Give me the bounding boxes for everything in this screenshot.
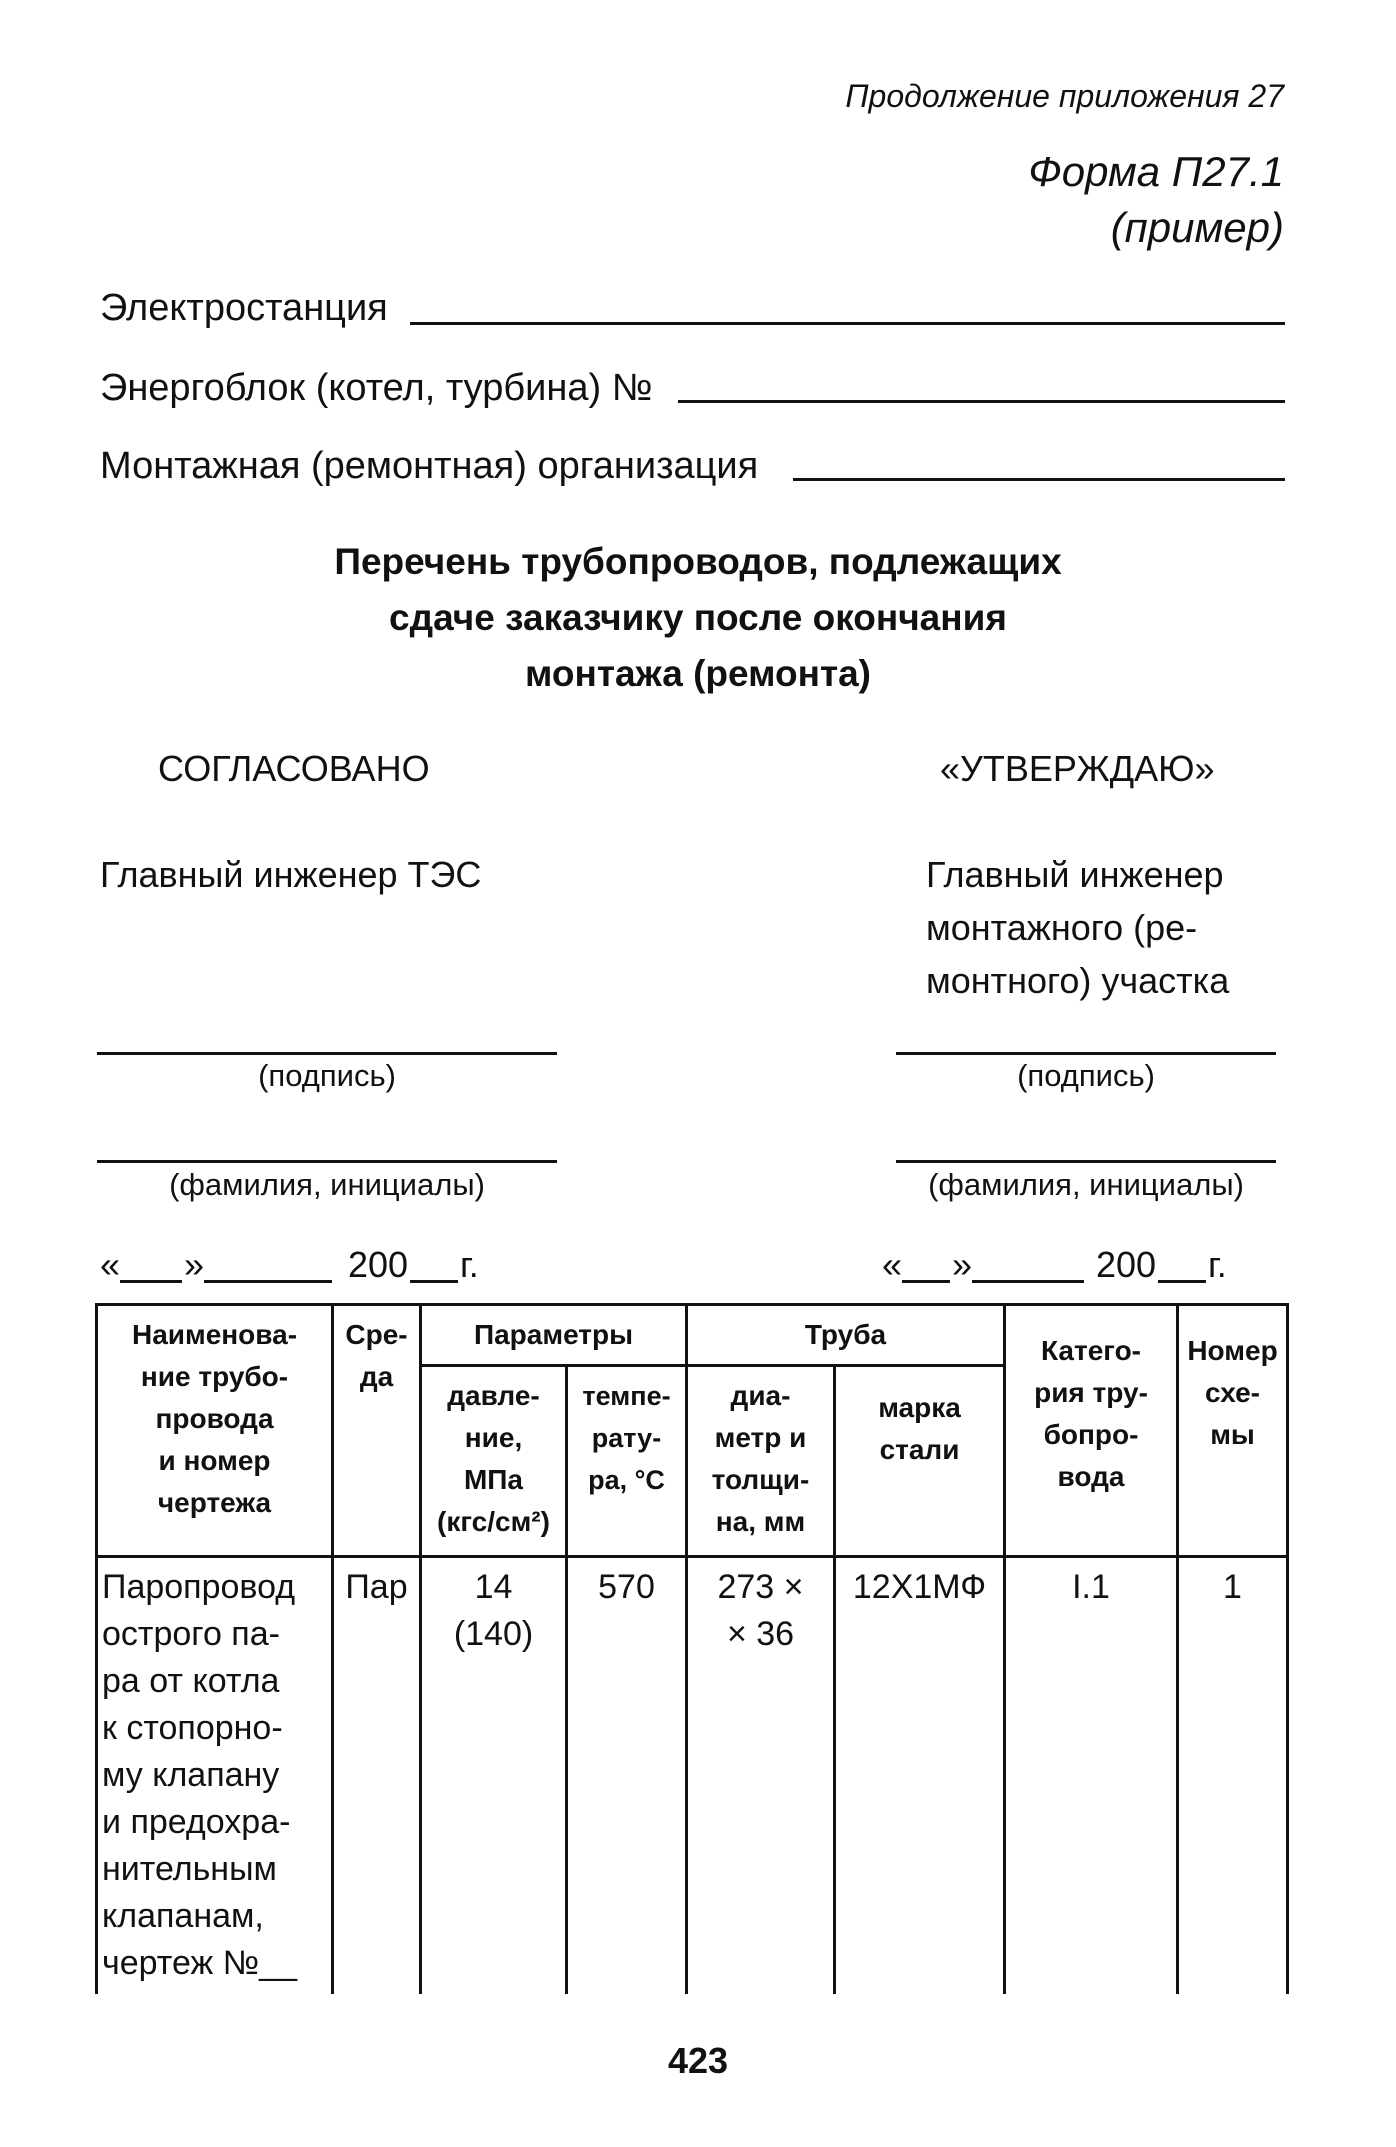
- left-date-open: «: [100, 1244, 121, 1285]
- header-pipe: Труба: [687, 1305, 1005, 1366]
- right-position-line1: Главный инженер: [926, 854, 1224, 895]
- left-year-line[interactable]: [410, 1280, 458, 1283]
- header-medium: Сре- да: [333, 1305, 421, 1557]
- header-category: Катего- рия тру- бопро- вода: [1005, 1305, 1178, 1557]
- left-year-suffix: г.: [460, 1244, 479, 1285]
- right-position-line2: монтажного (ре-: [926, 907, 1198, 948]
- cell-medium: Пар: [333, 1557, 421, 1995]
- approve-heading: «УТВЕРЖДАЮ»: [940, 748, 1215, 789]
- document-title-line1: Перечень трубопроводов, подлежащих: [334, 541, 1062, 582]
- cell-steel: 12Х1МФ: [835, 1557, 1005, 1995]
- header-parameters: Параметры: [421, 1305, 687, 1366]
- power-plant-label: Электростанция: [100, 287, 388, 329]
- power-plant-input-line[interactable]: [410, 322, 1285, 325]
- header-diameter: диа- метр и толщи- на, мм: [687, 1366, 835, 1557]
- cell-diameter: 273 × × 36: [687, 1557, 835, 1995]
- left-date-close: »: [184, 1244, 205, 1285]
- right-name-line[interactable]: [896, 1160, 1276, 1163]
- right-position-line3: монтного) участка: [926, 960, 1230, 1001]
- cell-temperature: 570: [567, 1557, 687, 1995]
- organization-label: Монтажная (ремонтная) организация: [100, 445, 759, 487]
- header-steel: марка стали: [835, 1366, 1005, 1557]
- cell-pressure: 14 (140): [421, 1557, 567, 1995]
- table-header-row-1: [97, 1305, 1288, 1366]
- right-date-open: «: [882, 1244, 903, 1285]
- header-scheme: Номер схе- мы: [1178, 1305, 1288, 1557]
- left-signature-label: (подпись): [258, 1058, 396, 1093]
- left-name-label: (фамилия, инициалы): [169, 1167, 485, 1202]
- table-row: [97, 1557, 1288, 1995]
- unit-input-line[interactable]: [678, 400, 1285, 403]
- document-title-line2: сдаче заказчику после окончания: [389, 597, 1007, 638]
- page-number: 423: [667, 2040, 729, 2081]
- left-day-line[interactable]: [120, 1280, 182, 1283]
- form-note: (пример): [1110, 204, 1284, 251]
- form-label: Форма П27.1: [1028, 148, 1284, 195]
- left-position: Главный инженер ТЭС: [100, 854, 482, 895]
- left-name-line[interactable]: [97, 1160, 557, 1163]
- header-temperature: темпе- рату- ра, °С: [567, 1366, 687, 1557]
- left-year-prefix: 200: [348, 1244, 409, 1285]
- header-name: Наименова- ние трубо- провода и номер чертежа: [97, 1305, 333, 1557]
- right-signature-label: (подпись): [1017, 1058, 1155, 1093]
- right-day-line[interactable]: [902, 1280, 950, 1283]
- pipelines-table: [95, 1303, 1289, 1994]
- cell-category: I.1: [1005, 1557, 1178, 1995]
- right-year-line[interactable]: [1158, 1280, 1206, 1283]
- continuation-note: Продолжение приложения 27: [845, 78, 1284, 114]
- cell-pipeline-name: Паропровод острого па- ра от котла к стопорно- му клапану и предохра- нительным клапанам, чертеж №__: [97, 1557, 333, 1995]
- unit-label: Энергоблок (котел, турбина) №: [100, 367, 653, 409]
- right-signature-line[interactable]: [896, 1052, 1276, 1055]
- header-pressure: давле- ние, МПа (кгс/см²): [421, 1366, 567, 1557]
- right-date: [882, 1244, 1302, 1288]
- right-year-suffix: г.: [1208, 1244, 1227, 1285]
- left-date: [100, 1244, 570, 1288]
- right-name-label: (фамилия, инициалы): [928, 1167, 1244, 1202]
- left-month-line[interactable]: [204, 1280, 332, 1283]
- document-title-line3: монтажа (ремонта): [525, 653, 871, 694]
- right-date-close: »: [952, 1244, 973, 1285]
- right-year-prefix: 200: [1096, 1244, 1157, 1285]
- agreed-heading: СОГЛАСОВАНО: [158, 748, 430, 789]
- organization-input-line[interactable]: [793, 478, 1285, 481]
- right-month-line[interactable]: [972, 1280, 1084, 1283]
- cell-scheme: 1: [1178, 1557, 1288, 1995]
- left-signature-line[interactable]: [97, 1052, 557, 1055]
